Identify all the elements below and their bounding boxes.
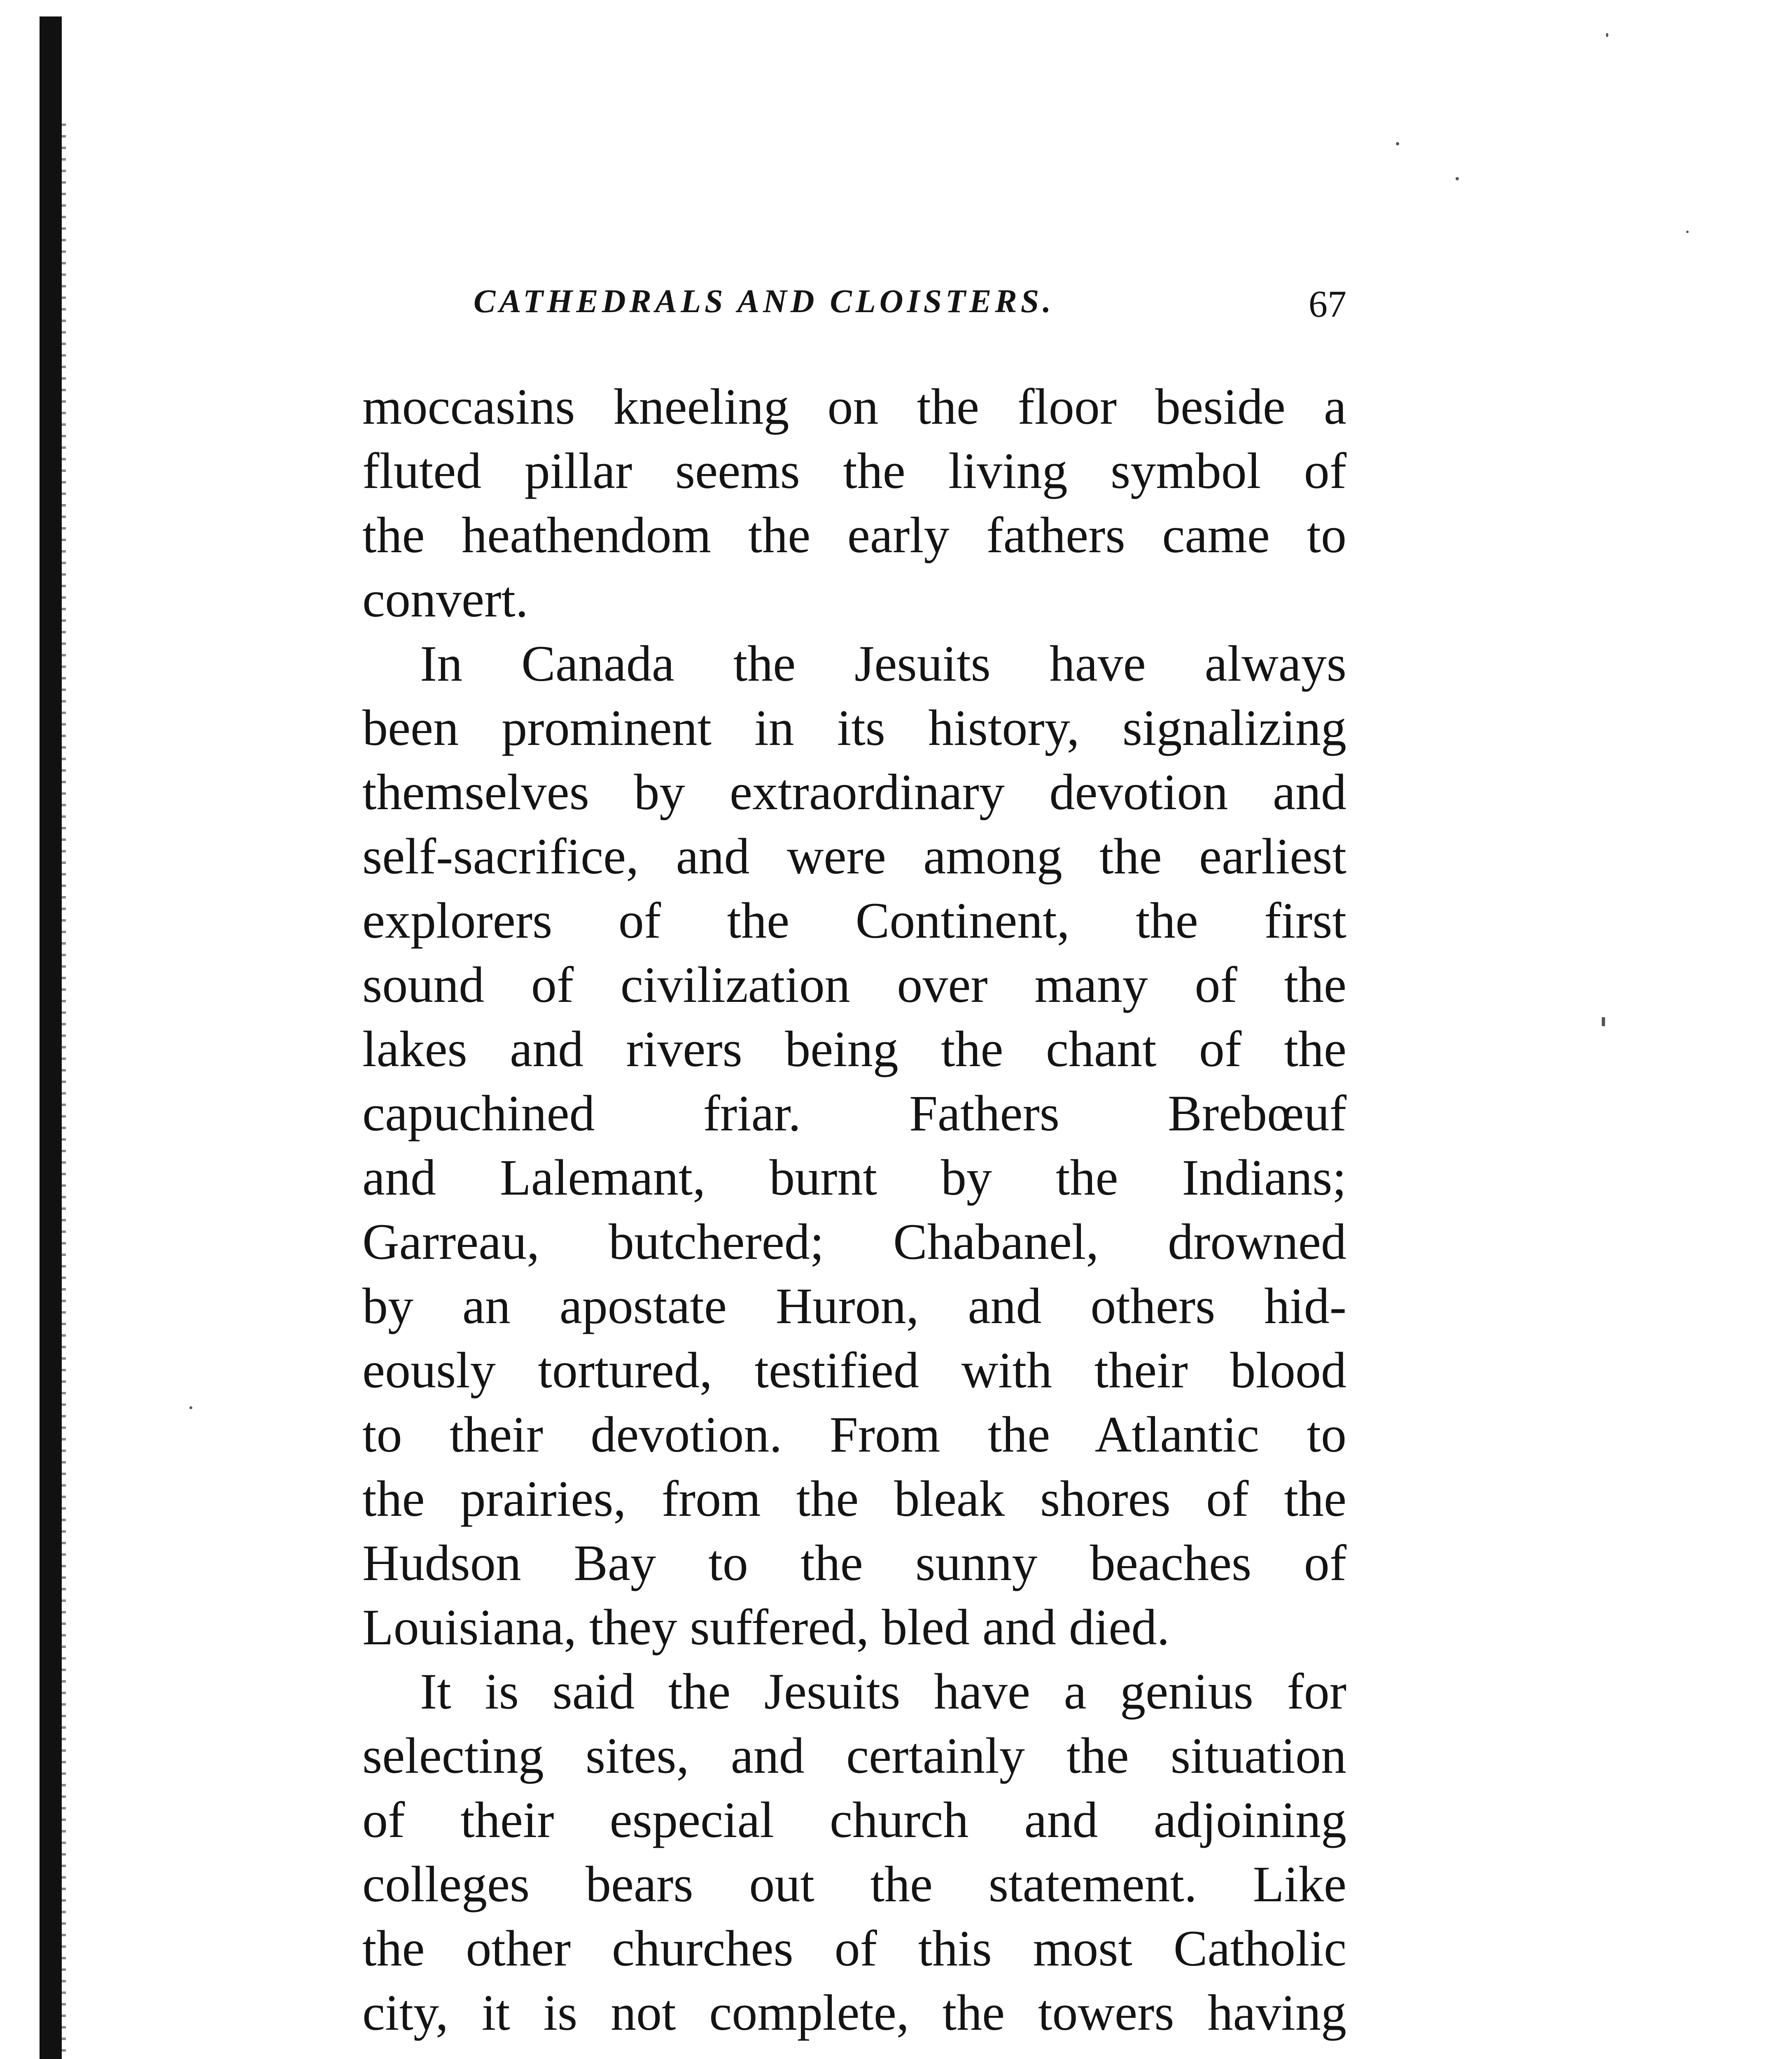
- text-line: themselves by extraordinary devotion and: [362, 764, 1346, 820]
- scan-speck: [1396, 142, 1399, 145]
- text-line: selecting sites, and certainly the situation: [362, 1728, 1346, 1784]
- text-line: and Lalemant, burnt by the Indians;: [362, 1149, 1346, 1206]
- text-line: self-sacrifice, and were among the earliest: [362, 828, 1346, 885]
- text-line: fluted pillar seems the living symbol of: [362, 443, 1346, 499]
- text-line: colleges bears out the statement. Like: [362, 1856, 1346, 1912]
- scan-speck: [1602, 1017, 1605, 1026]
- text-line: Hudson Bay to the sunny beaches of: [362, 1535, 1346, 1591]
- text-line: convert.: [362, 571, 528, 628]
- text-line: by an apostate Huron, and others hid-: [362, 1278, 1346, 1334]
- text-line: been prominent in its history, signalizing: [362, 700, 1346, 756]
- text-line: city, it is not complete, the towers having: [362, 1984, 1346, 2041]
- text-line: capuchined friar. Fathers Brebœuf: [362, 1085, 1346, 1142]
- text-line: sound of civilization over many of the: [362, 957, 1346, 1013]
- page-number: 67: [1309, 283, 1346, 325]
- binding-gutter-fringe: [62, 124, 66, 2059]
- binding-gutter-edge: [40, 16, 62, 2059]
- text-line: to their devotion. From the Atlantic to: [362, 1406, 1346, 1463]
- text-line: Louisiana, they suffered, bled and died.: [362, 1599, 1170, 1655]
- scan-speck: [189, 1406, 192, 1409]
- text-line: the other churches of this most Catholic: [362, 1920, 1346, 1977]
- scan-speck: [1456, 177, 1459, 180]
- text-line: Garreau, butchered; Chabanel, drowned: [362, 1214, 1346, 1270]
- text-line: explorers of the Continent, the first: [362, 892, 1346, 949]
- running-head-title: CATHEDRALS AND CLOISTERS.: [474, 283, 1055, 320]
- running-head: [474, 274, 1346, 336]
- body-text: [362, 375, 1346, 2045]
- text-line: eously tortured, testified with their blood: [362, 1342, 1346, 1398]
- text-line: of their especial church and adjoining: [362, 1792, 1346, 1848]
- text-line: moccasins kneeling on the floor beside a: [362, 378, 1346, 435]
- paragraph-first-line: In Canada the Jesuits have always: [420, 635, 1346, 692]
- text-line: lakes and rivers being the chant of the: [362, 1021, 1346, 1077]
- scan-speck: [1606, 33, 1608, 37]
- text-line: the heathendom the early fathers came to: [362, 507, 1346, 563]
- text-line: the prairies, from the bleak shores of the: [362, 1471, 1346, 1527]
- paragraph-first-line: It is said the Jesuits have a genius for: [420, 1663, 1346, 1720]
- scan-speck: [1686, 231, 1689, 233]
